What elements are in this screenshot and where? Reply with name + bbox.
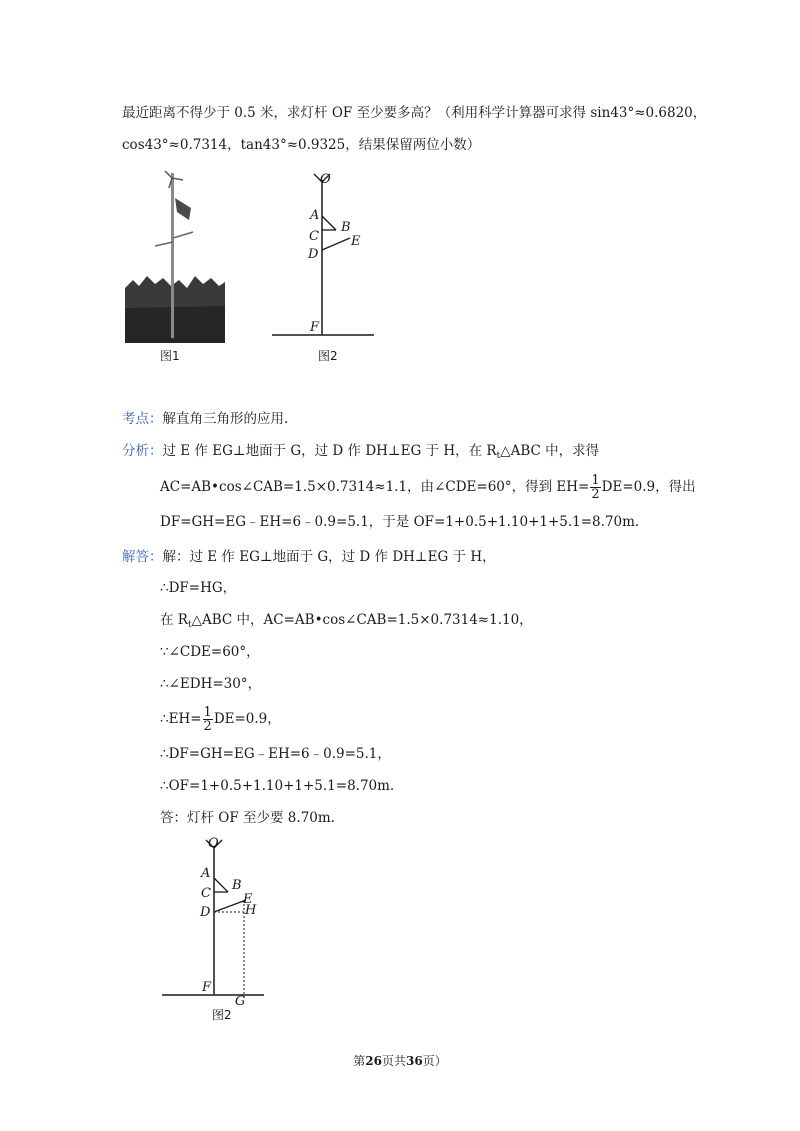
fenxi-line-2: [160, 474, 696, 501]
fig3-label-F: F: [202, 980, 212, 995]
jieda-text-3b: △ABC 中，AC=AB•cos∠CAB=1.5×0.7314≈1.10，: [191, 612, 533, 628]
label-F: F: [310, 320, 320, 335]
problem-line-2: cos43°≈0.7314，tan43°≈0.9325，结果保留两位小数）: [122, 137, 481, 153]
jieda-line-8: ∴OF=1+0.5+1.10+1+5.1=8.70m.: [160, 778, 395, 794]
jieda-line-6: [160, 706, 281, 733]
jieda-line-5: ∴∠EDH=30°，: [160, 676, 262, 692]
footer-post: 页）: [422, 1054, 447, 1068]
jieda-line-3: [160, 610, 533, 635]
jieda-subscript: t: [187, 620, 192, 630]
jieda-line-2: ∴DF=HG，: [160, 580, 237, 596]
page-footer: [0, 1052, 800, 1069]
fig3-label-C: C: [201, 886, 211, 901]
kaodian-text: 解直角三角形的应用.: [162, 411, 289, 427]
kaodian-tag: 考点：: [122, 411, 163, 427]
jieda-tag: 解答：: [122, 549, 163, 565]
figure-1-photo: [125, 168, 225, 343]
jieda-fraction-den: 2: [203, 719, 212, 734]
figure-1-caption: 图1: [160, 349, 180, 363]
fenxi-text-2b: DE=0.9，得出: [601, 479, 696, 495]
jieda-line-7: ∴DF=GH=EG﹣EH=6﹣0.9=5.1，: [160, 746, 391, 762]
jieda-text-1: 解：过 E 作 EG⊥地面于 G，过 D 作 DH⊥EG 于 H，: [162, 549, 496, 565]
jieda-line-4: ∵∠CDE=60°，: [160, 644, 260, 660]
jieda-text-3a: 在 R: [160, 612, 188, 628]
fenxi-subscript: t: [496, 451, 501, 461]
fig3-label-O: O: [208, 836, 219, 851]
jieda-text-6a: ∴EH=: [160, 711, 202, 727]
fenxi-text-2a: AC=AB•cos∠CAB=1.5×0.7314≈1.1，由∠CDE=60°，得到 EH=: [160, 479, 590, 495]
fig3-label-B: B: [232, 878, 242, 893]
kaodian-line: [122, 409, 288, 429]
footer-pre: 第: [353, 1054, 366, 1068]
jieda-fraction-num: 1: [203, 705, 212, 720]
figure-3-diagram: [160, 836, 270, 1006]
figure-2-diagram: [270, 168, 380, 343]
label-C: C: [309, 229, 319, 244]
problem-line-1: 最近距离不得少于 0.5 米，求灯杆 OF 至少要多高？（利用科学计算器可求得 sin43°≈0.6820，: [122, 105, 707, 121]
fig3-label-H: H: [245, 903, 257, 918]
label-A: A: [310, 208, 320, 223]
fig3-label-D: D: [200, 905, 211, 920]
figure-2-caption: 图2: [318, 349, 338, 363]
fenxi-line-3: DF=GH=EG﹣EH=6﹣0.9=5.1，于是 OF=1+0.5+1.10+1+5.1=8.70m.: [160, 514, 640, 530]
jieda-line-1: [122, 547, 496, 567]
label-O: O: [320, 172, 331, 187]
label-E: E: [351, 234, 361, 249]
fenxi-text-1a: 过 E 作 EG⊥地面于 G，过 D 作 DH⊥EG 于 H，在 R: [162, 443, 497, 459]
fig3-label-A: A: [201, 866, 211, 881]
fenxi-fraction-num: 1: [591, 473, 600, 488]
fig3-label-E: E: [243, 892, 253, 907]
fenxi-line-1: [122, 441, 599, 466]
fenxi-fraction-den: 2: [591, 487, 600, 502]
label-B: B: [341, 220, 351, 235]
figure-3-caption: 图2: [212, 1008, 232, 1022]
jieda-fraction: [203, 706, 213, 733]
footer-total-pages: 36: [406, 1054, 423, 1068]
footer-page-number: 26: [365, 1054, 382, 1068]
jieda-answer: 答：灯杆 OF 至少要 8.70m.: [160, 810, 335, 826]
footer-mid: 页共: [381, 1054, 406, 1068]
fenxi-text-1b: △ABC 中，求得: [500, 443, 600, 459]
fenxi-tag: 分析：: [122, 443, 163, 459]
label-D: D: [308, 247, 319, 262]
fenxi-fraction: [590, 474, 600, 501]
jieda-text-6b: DE=0.9，: [213, 711, 281, 727]
fig3-label-G: G: [235, 994, 246, 1009]
